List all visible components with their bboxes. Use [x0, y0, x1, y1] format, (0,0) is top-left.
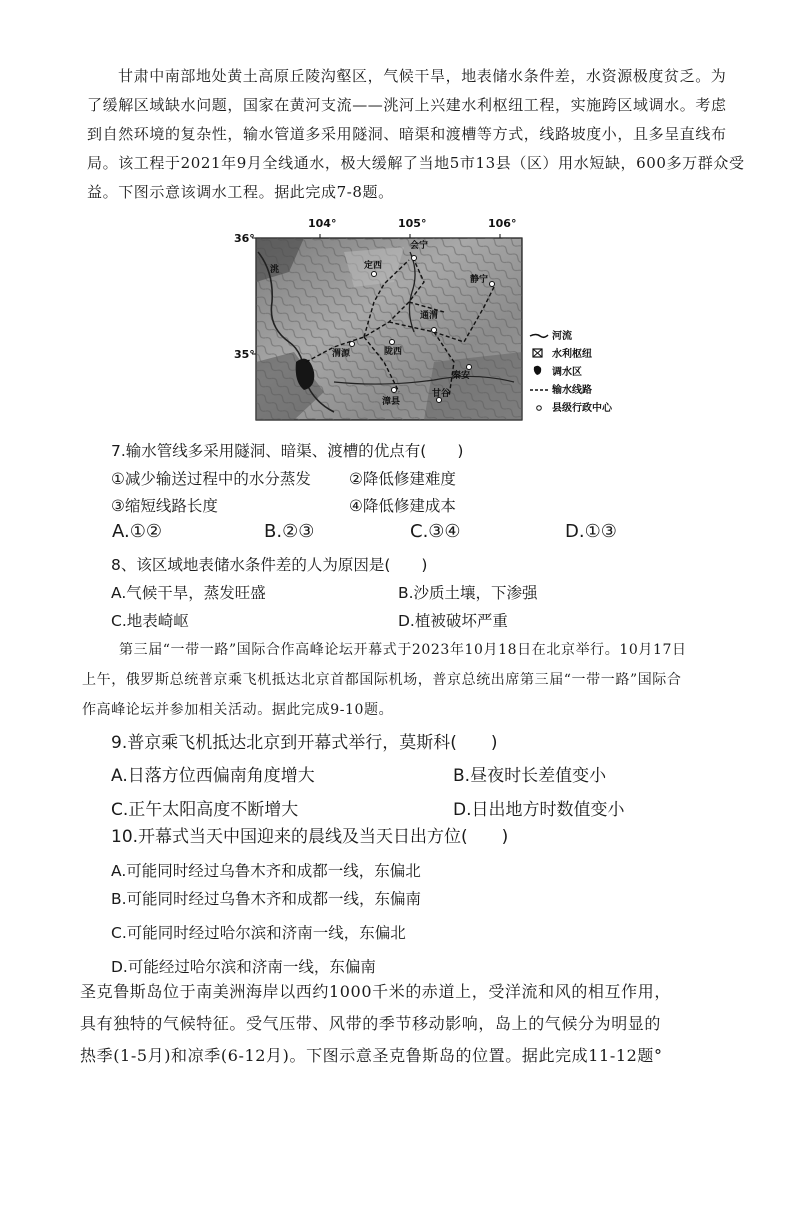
reservoir-legend-icon: [534, 366, 541, 375]
q10-option-b[interactable]: B.可能同时经过乌鲁木齐和成都一线，东偏南: [111, 890, 422, 908]
q10-option-c[interactable]: C.可能同时经过哈尔滨和济南一线，东偏北: [111, 924, 406, 942]
q7-option-b[interactable]: B.②③: [264, 521, 315, 542]
place-label: 漳县: [382, 397, 401, 407]
q7-option-d[interactable]: D.①③: [565, 521, 617, 542]
place-label: 定西: [364, 261, 383, 271]
place-label: 洮: [270, 265, 280, 275]
q7-item: ②降低修建难度: [349, 470, 456, 488]
county-legend-icon: [537, 406, 542, 411]
q8-option-b[interactable]: B.沙质土壤，下渗强: [398, 584, 538, 602]
legend-label: 县级行政中心: [552, 403, 612, 414]
legend-label: 河流: [552, 331, 572, 342]
q10-option-d[interactable]: D.可能经过哈尔滨和济南一线，东偏南: [111, 958, 376, 976]
intro-line: 具有独特的气候特征。受气压带、风带的季节移动影响，岛上的气候分为明显的: [80, 1014, 662, 1033]
intro-line: 甘肃中南部地处黄土高原丘陵沟壑区，气候干旱，地表储水条件差，水资源极度贫乏。为: [118, 67, 727, 85]
q10-option-a[interactable]: A.可能同时经过乌鲁木齐和成都一线，东偏北: [111, 862, 421, 880]
q9-option-b[interactable]: B.昼夜时长差值变小: [453, 766, 607, 786]
map-svg: [234, 212, 614, 426]
q7-item: ①减少输送过程中的水分蒸发: [111, 470, 311, 488]
legend-label: 水利枢纽: [552, 349, 592, 360]
q8-option-a[interactable]: A.气候干旱，蒸发旺盛: [111, 584, 266, 602]
question-7-stem: 7.输水管线多采用隧洞、暗渠、渡槽的优点有( ): [111, 442, 464, 460]
intro-line: 益。下图示意该调水工程。据此完成7-8题。: [87, 183, 394, 201]
question-8-stem: 8、该区域地表储水条件差的人为原因是( ): [111, 556, 428, 574]
q7-option-c[interactable]: C.③④: [410, 521, 461, 542]
mountain-patch: [424, 352, 522, 420]
question-9-stem: 9.普京乘飞机抵达北京到开幕式举行，莫斯科( ): [111, 733, 498, 753]
place-label: 通渭: [420, 311, 439, 321]
place-label: 会宁: [410, 241, 429, 251]
intro-line: 了缓解区域缺水问题，国家在黄河支流——洮河上兴建水利枢纽工程，实施跨区域调水。考虑: [87, 96, 727, 114]
intro-line: 作高峰论坛并参加相关活动。据此完成9-10题。: [82, 702, 394, 718]
intro-line: 上午，俄罗斯总统普京乘飞机抵达北京首都国际机场，普京总统出席第三届“一带一路”国际合: [82, 672, 682, 688]
q7-item: ④降低修建成本: [349, 497, 456, 515]
lon-label-106: 106°: [488, 217, 517, 230]
q8-option-c[interactable]: C.地表崎岖: [111, 612, 189, 630]
q7-option-a[interactable]: A.①②: [112, 521, 162, 542]
intro-line: 第三届“一带一路”国际合作高峰论坛开幕式于2023年10月18日在北京举行。10月17日: [119, 642, 687, 658]
legend-label: 输水线路: [552, 385, 592, 396]
intro-line: 圣克鲁斯岛位于南美洲海岸以西约1000千米的赤道上，受洋流和风的相互作用，: [80, 982, 671, 1001]
intro-line: 局。该工程于2021年9月全线通水，极大缓解了当地5市13县（区）用水短缺，600多万群众受: [87, 154, 745, 172]
q9-option-c[interactable]: C.正午太阳高度不断增大: [111, 800, 299, 820]
lat-label-36: 36°: [234, 232, 255, 245]
intro-line: 热季(1-5月)和凉季(6-12月)。下图示意圣克鲁斯岛的位置。据此完成11-12题°: [80, 1046, 663, 1065]
question-10-stem: 10.开幕式当天中国迎来的晨线及当天日出方位( ): [111, 827, 509, 847]
legend-label: 调水区: [552, 367, 582, 378]
place-label: 渭源: [332, 349, 351, 359]
q9-option-a[interactable]: A.日落方位西偏南角度增大: [111, 766, 315, 786]
intro-line: 到自然环境的复杂性，输水管道多采用隧洞、暗渠和渡槽等方式，线路坡度小，且多呈直线布: [87, 125, 727, 143]
place-label: 静宁: [470, 275, 489, 285]
place-label: 甘谷: [432, 389, 451, 399]
q9-option-d[interactable]: D.日出地方时数值变小: [453, 800, 625, 820]
river-legend-icon: [530, 335, 548, 338]
q8-option-d[interactable]: D.植被破坏严重: [398, 612, 508, 630]
place-label: 秦安: [452, 371, 471, 381]
map-legend: [530, 329, 613, 414]
q7-item: ③缩短线路长度: [111, 497, 218, 515]
water-diversion-map: [234, 212, 614, 426]
lat-label-35: 35°: [234, 348, 255, 361]
place-label: 陇西: [384, 347, 403, 357]
lon-label-105: 105°: [398, 217, 427, 230]
lon-label-104: 104°: [308, 217, 337, 230]
